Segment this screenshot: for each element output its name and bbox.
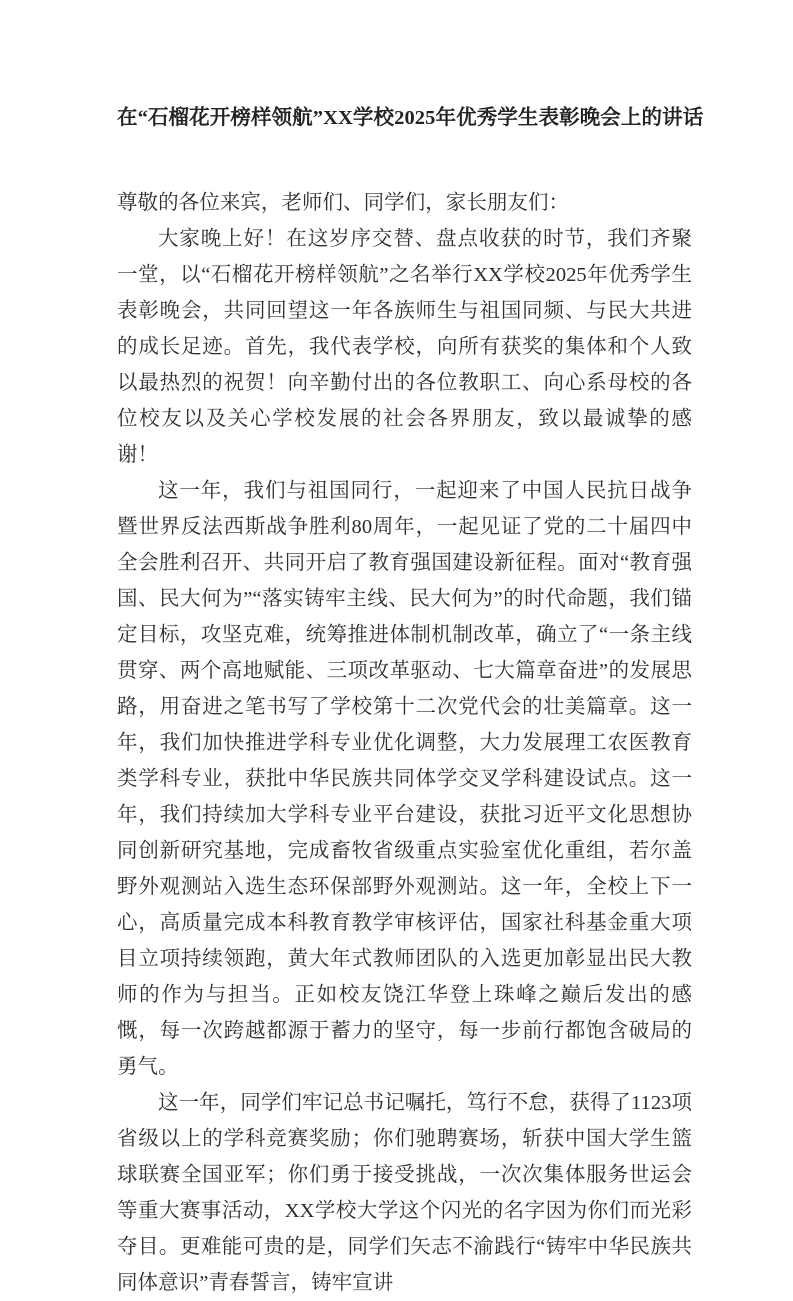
paragraph-greeting: 大家晚上好！在这岁序交替、盘点收获的时节，我们齐聚一堂，以“石榴花开榜样领航”之名举行XX学校2025年优秀学生表彰晚会，共同回望这一年各族师生与祖国同频、与民大共进的成长足迹。首先，我代表学校，向所有获奖的集体和个人致以最热烈的祝贺！向辛勤付出的各位教职工、向心系母校的各位校友以及关心学校发展的社会各界朋友，致以最诚挚的感谢！ [117, 228, 692, 466]
paragraph-year-review-school: 这一年，我们与祖国同行，一起迎来了中国人民抗日战争暨世界反法西斯战争胜利80周年，一起见证了党的二十届四中全会胜利召开、共同开启了教育强国建设新征程。面对“教育强国、民大何为”“落实铸牢主线、民大何为”的时代命题，我们锚定目标，攻坚克难，统筹推进体制机制改革，确立了“一条主线贯穿、两个高地赋能、三项改革驱动、七大篇章奋进”的发展思路，用奋进之笔书写了学校第十二次党代会的壮美篇章。这一年，我们加快推进学科专业优化调整，大力发展理工农医教育类学科专业，获批中华民族共同体学交叉学科建设试点。这一年，我们持续加大学科专业平台建设，获批习近平文化思想协同创新研究基地，完成畜牧省级重点实验室优化重组，若尔盖野外观测站入选生态环保部野外观测站。这一年，全校上下一心，高质量完成本科教育教学审核评估，国家社科基金重大项目立项持续领跑，黄大年式教师团队的入选更加彰显出民大教师的作为与担当。正如校友饶江华登上珠峰之巅后发出的感慨，每一次跨越都源于蓄力的坚守，每一步前行都饱含破局的勇气。 [117, 480, 692, 1078]
document-body [117, 185, 692, 1301]
paragraph-year-review-students: 这一年，同学们牢记总书记嘱托，笃行不怠，获得了1123项省级以上的学科竞赛奖励；你们驰聘赛场，斩获中国大学生篮球联赛全国亚军；你们勇于接受挑战，一次次集体服务世运会等重大赛事活动，XX学校大学这个闪光的名字因为你们而光彩夺目。更难能可贵的是，同学们矢志不渝践行“铸牢中华民族共同体意识”青春誓言，铸牢宣讲 [117, 1092, 692, 1294]
page-title: 在“石榴花开榜样领航”XX学校2025年优秀学生表彰晚会上的讲话 [117, 107, 704, 129]
paragraph-salutation: 尊敬的各位来宾，老师们、同学们，家长朋友们： [117, 192, 570, 214]
